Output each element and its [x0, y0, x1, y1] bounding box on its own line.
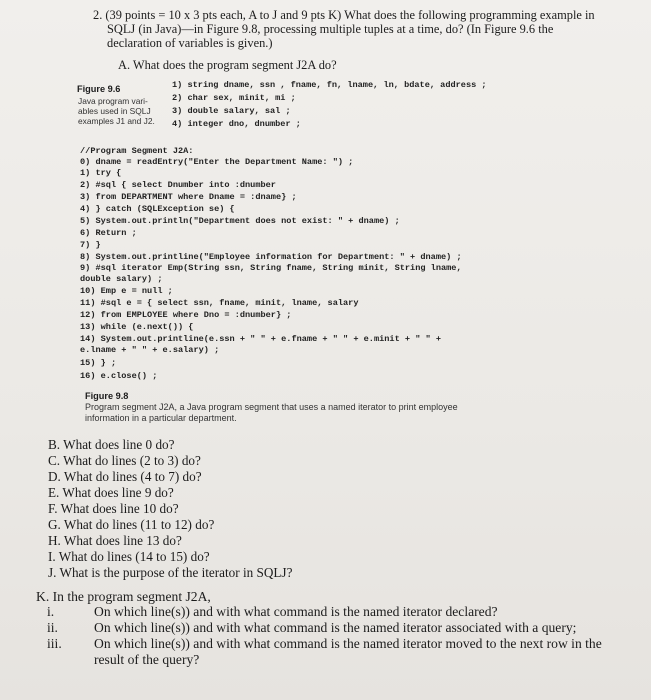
question-part-a: A. What does the program segment J2A do?	[118, 58, 337, 72]
code-line: 12) from EMPLOYEE where Dno = :dnumber} ;	[80, 310, 292, 320]
question-item	[48, 469, 202, 485]
question-item	[48, 549, 210, 565]
code-line: 14) System.out.printline(e.ssn + " " + e.fname + " " + e.minit + " " +	[80, 334, 441, 344]
question-text: What does line 0 do?	[63, 437, 175, 452]
part-k-text: On which line(s)) and with what command is the named iterator declared?	[94, 604, 498, 619]
question-letter: J.	[48, 565, 57, 580]
question-item	[48, 453, 201, 469]
question-item	[48, 565, 292, 581]
question-item	[48, 485, 174, 501]
question-text: What is the purpose of the iterator in SQLJ?	[59, 565, 293, 580]
figure-9-6-caption-line: examples J1 and J2.	[78, 116, 155, 126]
figure-9-8-title: Figure 9.8	[85, 391, 129, 401]
question-text: What does line 10 do?	[60, 501, 179, 516]
code-line: 16) e.close() ;	[80, 371, 158, 381]
figure-9-6-code-line: 2) char sex, minit, mi ;	[172, 93, 296, 103]
part-k-text: result of the query?	[94, 652, 200, 667]
code-line: 10) Emp e = null ;	[80, 286, 173, 296]
code-line: 5) System.out.println("Department does not exist: " + dname) ;	[80, 216, 400, 226]
question-text: What does line 9 do?	[62, 485, 174, 500]
code-line: 8) System.out.printline("Employee information for Department: " + dname) ;	[80, 252, 462, 262]
question-letter: G.	[48, 517, 61, 532]
question-item	[48, 501, 179, 517]
question-text: What do lines (11 to 12) do?	[63, 517, 215, 532]
question-line-1: 2. (39 points = 10 x 3 pts each, A to J and 9 pts K) What does the following programming example in	[93, 8, 595, 22]
figure-9-8-caption-line: Program segment J2A, a Java program segment that uses a named iterator to print employee	[85, 402, 458, 412]
part-k-num: ii.	[47, 620, 58, 635]
code-line: 9) #sql iterator Emp(String ssn, String fname, String minit, String lname,	[80, 263, 462, 273]
code-line: 7) }	[80, 240, 101, 250]
question-item	[48, 437, 174, 453]
question-text: What do lines (4 to 7) do?	[63, 469, 202, 484]
question-item	[48, 517, 214, 533]
figure-9-6-caption-line: Java program vari-	[78, 96, 148, 106]
code-line: 2) #sql { select Dnumber into :dnumber	[80, 180, 276, 190]
part-k-text: On which line(s)) and with what command is the named iterator moved to the next row in the	[94, 636, 602, 651]
question-letter: F.	[48, 501, 58, 516]
question-text: What does line 13 do?	[63, 533, 182, 548]
question-letter: B.	[48, 437, 61, 452]
figure-9-6-caption-line: ables used in SQLJ	[78, 106, 151, 116]
question-letter: I.	[48, 549, 56, 564]
code-line: double salary) ;	[80, 274, 163, 284]
figure-9-8-caption-line: information in a particular department.	[85, 413, 237, 423]
part-k-intro: K. In the program segment J2A,	[36, 589, 211, 604]
code-line: 3) from DEPARTMENT where Dname = :dname} ;	[80, 192, 297, 202]
question-line-2: SQLJ (in Java)—in Figure 9.8, processing multiple tuples at a time, do? (In Figure 9.6 the	[107, 22, 554, 36]
code-line: 13) while (e.next()) {	[80, 322, 194, 332]
code-line: 1) try {	[80, 168, 122, 178]
code-line: //Program Segment J2A:	[80, 146, 194, 156]
code-line: 11) #sql e = { select ssn, fname, minit, lname, salary	[80, 298, 359, 308]
part-k-text: On which line(s)) and with what command is the named iterator associated with a query;	[94, 620, 577, 635]
code-line: 4) } catch (SQLException se) {	[80, 204, 235, 214]
code-line: 15) } ;	[80, 358, 117, 368]
question-letter: E.	[48, 485, 60, 500]
figure-9-6-code-line: 1) string dname, ssn , fname, fn, lname, ln, bdate, address ;	[172, 80, 487, 90]
question-letter: D.	[48, 469, 61, 484]
question-letter: C.	[48, 453, 61, 468]
figure-9-6-code-line: 3) double salary, sal ;	[172, 106, 291, 116]
part-k-num: iii.	[47, 636, 62, 651]
question-text: What do lines (2 to 3) do?	[63, 453, 201, 468]
question-item	[48, 533, 182, 549]
code-line: 0) dname = readEntry("Enter the Department Name: ") ;	[80, 157, 354, 167]
question-letter: H.	[48, 533, 61, 548]
part-k-num: i.	[47, 604, 55, 619]
code-line: 6) Return ;	[80, 228, 137, 238]
figure-9-6-code-line: 4) integer dno, dnumber ;	[172, 119, 301, 129]
question-text: What do lines (14 to 15) do?	[58, 549, 210, 564]
code-line: e.lname + " " + e.salary) ;	[80, 345, 220, 355]
question-line-3: declaration of variables is given.)	[107, 36, 273, 50]
figure-9-6-title: Figure 9.6	[77, 84, 121, 94]
